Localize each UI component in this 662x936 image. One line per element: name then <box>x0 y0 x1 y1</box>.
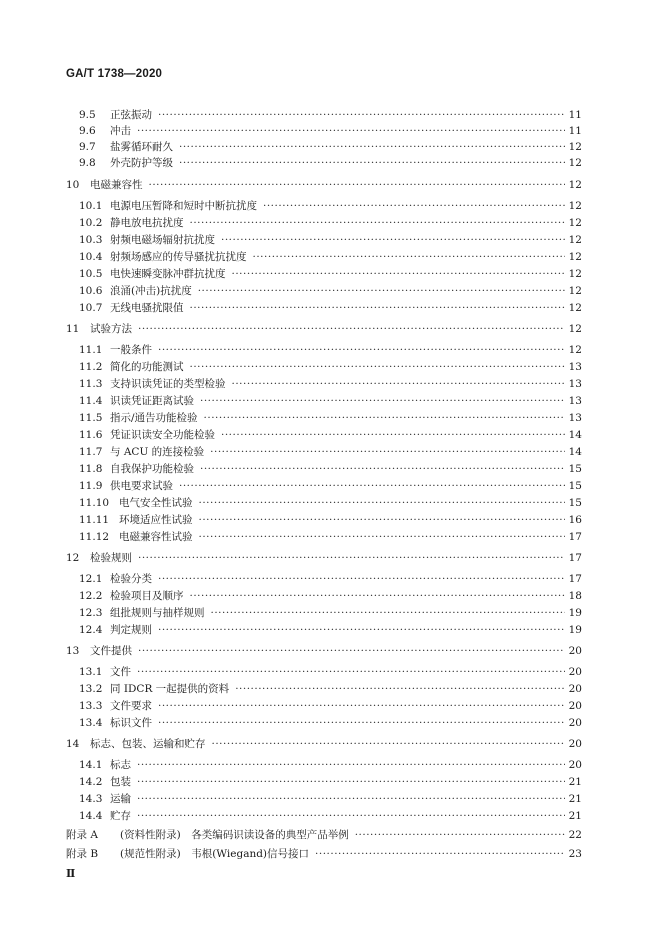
toc-entry-number: 9.5 <box>79 109 96 121</box>
toc-entry-number: 9.7 <box>79 141 96 153</box>
dot-leader <box>158 699 565 713</box>
toc-entry-page: 12 <box>568 200 582 212</box>
dot-leader <box>221 428 565 442</box>
toc-entry-title: 静电放电抗扰度 <box>110 217 184 229</box>
toc-entry-number: 11.7 <box>79 446 103 458</box>
toc-entry-title: 检验规则 <box>90 552 132 564</box>
dot-leader <box>138 644 565 658</box>
toc-entry[interactable] <box>79 513 582 527</box>
toc-entry-page: 17 <box>568 573 582 585</box>
dot-leader <box>158 572 565 586</box>
toc-entry-title: 文件提供 <box>90 645 132 657</box>
toc-entry-title: 射频场感应的传导骚扰抗扰度 <box>110 251 247 263</box>
toc-entry-page: 20 <box>568 717 582 729</box>
toc-entry-title: 与 ACU 的连接检验 <box>110 446 205 458</box>
toc-entry-title: 射频电磁场辐射抗扰度 <box>110 234 215 246</box>
toc-entry-page: 15 <box>568 480 582 492</box>
toc-entry[interactable] <box>79 156 582 170</box>
dot-leader <box>190 216 566 230</box>
toc-entry-page: 18 <box>568 590 582 602</box>
toc-entry-number: 13.3 <box>79 700 103 712</box>
toc-entry-page: 12 <box>568 217 582 229</box>
toc-entry-title: 贮存 <box>110 810 131 822</box>
toc-entry[interactable] <box>79 108 582 122</box>
dot-leader <box>190 301 566 315</box>
dot-leader <box>179 156 565 170</box>
toc-entry[interactable] <box>79 360 582 374</box>
toc-entry-title: 判定规则 <box>110 624 152 636</box>
toc-entry[interactable] <box>79 445 582 459</box>
dot-leader <box>355 828 565 842</box>
toc-entry-number: 10.4 <box>79 251 103 263</box>
toc-entry[interactable] <box>79 572 582 586</box>
dot-leader <box>190 360 566 374</box>
dot-leader <box>198 284 565 298</box>
dot-leader <box>190 589 566 603</box>
toc-entry-page: 11 <box>568 125 582 137</box>
toc-entry[interactable] <box>79 250 582 264</box>
toc-entry-title: 标志 <box>110 759 131 771</box>
toc-entry[interactable] <box>79 284 582 298</box>
toc-entry-number: 14.3 <box>79 793 103 805</box>
dot-leader <box>232 377 566 391</box>
toc-entry-number: 11.1 <box>79 344 103 356</box>
toc-entry-title: 指示/通告功能检验 <box>110 412 198 424</box>
toc-entry-number: 10.3 <box>79 234 103 246</box>
toc-entry-number: 13.1 <box>79 666 103 678</box>
toc-entry[interactable] <box>66 847 582 861</box>
toc-entry-number: 14.4 <box>79 810 103 822</box>
toc-entry[interactable] <box>79 301 582 315</box>
dot-leader <box>158 343 565 357</box>
document-code-header: GA/T 1738—2020 <box>66 68 163 80</box>
dot-leader <box>179 479 565 493</box>
toc-entry-page: 19 <box>568 624 582 636</box>
toc-entry-page: 13 <box>568 361 582 373</box>
toc-entry[interactable] <box>79 665 582 679</box>
toc-entry-title: 浪涌(冲击)抗扰度 <box>110 285 192 297</box>
toc-entry-page: 21 <box>568 810 582 822</box>
toc-entry-number: 10.6 <box>79 285 103 297</box>
toc-entry-page: 20 <box>568 666 582 678</box>
toc-entry-number: 10.2 <box>79 217 103 229</box>
toc-entry[interactable] <box>79 792 582 806</box>
toc-entry-title: 标识文件 <box>110 717 152 729</box>
toc-entry-page: 12 <box>568 285 582 297</box>
toc-entry-page: 21 <box>568 776 582 788</box>
toc-entry[interactable] <box>79 411 582 425</box>
toc-entry-number: 10 <box>66 179 80 191</box>
toc-entry-page: 12 <box>568 157 582 169</box>
dot-leader <box>235 682 565 696</box>
toc-entry-page: 15 <box>568 463 582 475</box>
toc-entry-title: 简化的功能测试 <box>110 361 184 373</box>
toc-entry[interactable] <box>79 682 582 696</box>
toc-entry-title: 电磁兼容性试验 <box>119 531 193 543</box>
toc-entry-title: 运输 <box>110 793 131 805</box>
dot-leader <box>137 758 565 772</box>
toc-entry-page: 22 <box>568 829 582 841</box>
toc-entry-page: 12 <box>568 251 582 263</box>
toc-entry-page: 15 <box>568 497 582 509</box>
toc-entry-number: 11.5 <box>79 412 103 424</box>
toc-entry-number: 11.11 <box>79 514 110 526</box>
toc-entry-page: 17 <box>568 552 582 564</box>
toc-entry-title: 一般条件 <box>110 344 152 356</box>
toc-entry[interactable] <box>79 716 582 730</box>
dot-leader <box>158 623 565 637</box>
toc-entry-page: 11 <box>568 109 582 121</box>
toc-entry[interactable] <box>79 462 582 476</box>
dot-leader <box>137 792 565 806</box>
toc-entry-number: 14 <box>66 738 80 750</box>
toc-entry-number: 11.2 <box>79 361 103 373</box>
toc-entry[interactable] <box>79 623 582 637</box>
toc-entry[interactable] <box>79 377 582 391</box>
toc-entry[interactable] <box>79 606 582 620</box>
toc-entry-page: 20 <box>568 738 582 750</box>
toc-entry[interactable] <box>79 809 582 823</box>
toc-entry-number: 13 <box>66 645 80 657</box>
toc-entry-page: 13 <box>568 412 582 424</box>
dot-leader <box>137 665 565 679</box>
page-number: Ⅱ <box>66 867 76 880</box>
dot-leader <box>212 737 566 751</box>
dot-leader <box>210 445 565 459</box>
toc-entry-page: 12 <box>568 344 582 356</box>
dot-leader <box>138 322 565 336</box>
toc-entry[interactable] <box>79 140 582 154</box>
toc-entry-page: 12 <box>568 268 582 280</box>
dot-leader <box>211 606 566 620</box>
dot-leader <box>204 411 565 425</box>
toc-entry-page: 20 <box>568 683 582 695</box>
toc-entry-title: 支持识读凭证的类型检验 <box>110 378 226 390</box>
toc-entry-title: 检验项目及顺序 <box>110 590 184 602</box>
toc-entry[interactable] <box>66 828 582 842</box>
toc-entry-title: 盐雾循环耐久 <box>110 141 173 153</box>
toc-entry-title: 凭证识读安全功能检验 <box>110 429 215 441</box>
toc-entry-title: 标志、包装、运输和贮存 <box>90 738 206 750</box>
toc-entry[interactable] <box>79 699 582 713</box>
dot-leader <box>263 199 565 213</box>
toc-entry-title: 同 IDCR 一起提供的资料 <box>110 683 230 695</box>
toc-entry-page: 12 <box>568 179 582 191</box>
toc-entry-page: 13 <box>568 378 582 390</box>
toc-entry-number: 11 <box>66 323 80 335</box>
toc-entry-page: 14 <box>568 446 582 458</box>
toc-entry-page: 23 <box>568 848 582 860</box>
toc-entry-number: 12.4 <box>79 624 103 636</box>
toc-entry[interactable] <box>79 758 582 772</box>
toc-entry-title: 供电要求试验 <box>110 480 173 492</box>
toc-entry-title: 电源电压暂降和短时中断抗扰度 <box>110 200 257 212</box>
toc-entry-page: 17 <box>568 531 582 543</box>
toc-entry-number: 10.1 <box>79 200 103 212</box>
toc-entry-title: 自我保护功能检验 <box>110 463 194 475</box>
toc-entry[interactable] <box>79 343 582 357</box>
toc-entry-page: 13 <box>568 395 582 407</box>
toc-entry-page: 12 <box>568 141 582 153</box>
dot-leader <box>221 233 565 247</box>
toc-entry[interactable] <box>79 233 582 247</box>
toc-entry[interactable] <box>66 737 582 751</box>
toc-entry[interactable] <box>79 496 582 510</box>
toc-entry-title: 正弦振动 <box>110 109 152 121</box>
dot-leader <box>199 496 566 510</box>
toc-entry-page: 20 <box>568 645 582 657</box>
toc-entry-number: 14.2 <box>79 776 103 788</box>
toc-entry[interactable] <box>79 199 582 213</box>
toc-entry-number: 9.6 <box>79 125 96 137</box>
toc-entry-page: 21 <box>568 793 582 805</box>
toc-entry-title: 试验方法 <box>90 323 132 335</box>
toc-entry-number: 13.4 <box>79 717 103 729</box>
toc-entry-title: 外壳防护等级 <box>110 157 173 169</box>
toc-entry-title: 无线电骚扰限值 <box>110 302 184 314</box>
toc-entry-page: 20 <box>568 759 582 771</box>
toc-entry[interactable] <box>79 479 582 493</box>
dot-leader <box>200 462 565 476</box>
toc-entry-title: 电快速瞬变脉冲群抗扰度 <box>110 268 226 280</box>
toc-entry-title: 组批规则与抽样规则 <box>110 607 205 619</box>
toc-entry-title: 冲击 <box>110 125 131 137</box>
toc-entry-number: 11.4 <box>79 395 103 407</box>
toc-entry[interactable] <box>79 530 582 544</box>
toc-entry[interactable] <box>66 644 582 658</box>
toc-entry-page: 16 <box>568 514 582 526</box>
dot-leader <box>315 847 565 861</box>
dot-leader <box>137 809 565 823</box>
toc-entry-page: 20 <box>568 700 582 712</box>
toc-entry-title: 识读凭证距离试验 <box>110 395 194 407</box>
dot-leader <box>138 551 565 565</box>
dot-leader <box>200 394 565 408</box>
toc-entry[interactable] <box>79 124 582 138</box>
dot-leader <box>253 250 566 264</box>
toc-entry-title: 电气安全性试验 <box>119 497 193 509</box>
toc-entry-number: 9.8 <box>79 157 96 169</box>
toc-entry-number: 12 <box>66 552 80 564</box>
toc-entry[interactable] <box>66 322 582 336</box>
toc-entry-number: 12.3 <box>79 607 103 619</box>
toc-entry-number: 10.7 <box>79 302 103 314</box>
toc-entry-number: 13.2 <box>79 683 103 695</box>
dot-leader <box>179 140 565 154</box>
toc-entry-title: 文件 <box>110 666 131 678</box>
toc-entry-title: 环境适应性试验 <box>119 514 193 526</box>
toc-entry-number: 11.10 <box>79 497 110 509</box>
toc-entry[interactable] <box>79 394 582 408</box>
dot-leader <box>137 124 565 138</box>
toc-entry[interactable] <box>79 216 582 230</box>
dot-leader <box>137 775 565 789</box>
toc-entry[interactable] <box>79 589 582 603</box>
toc-entry-number: 11.12 <box>79 531 110 543</box>
toc-entry[interactable] <box>79 775 582 789</box>
toc-entry-number: 11.8 <box>79 463 103 475</box>
toc-entry-number: 附录 B <box>66 848 99 860</box>
toc-entry-number: 10.5 <box>79 268 103 280</box>
toc-entry[interactable] <box>79 267 582 281</box>
toc-entry-page: 12 <box>568 323 582 335</box>
dot-leader <box>149 178 566 192</box>
dot-leader <box>199 513 566 527</box>
toc-entry-number: 11.6 <box>79 429 103 441</box>
toc-entry-number: 11.9 <box>79 480 103 492</box>
toc-entry-number: 14.1 <box>79 759 103 771</box>
toc-entry[interactable] <box>79 428 582 442</box>
toc-entry-number: 附录 A <box>66 829 98 841</box>
toc-entry-title: 电磁兼容性 <box>90 179 143 191</box>
dot-leader <box>199 530 566 544</box>
dot-leader <box>158 108 565 122</box>
toc-entry-page: 12 <box>568 302 582 314</box>
toc-entry-title: 文件要求 <box>110 700 152 712</box>
toc-entry-page: 12 <box>568 234 582 246</box>
toc-entry-title: (规范性附录) 韦根(Wiegand)信号接口 <box>120 848 310 860</box>
toc-entry[interactable] <box>66 178 582 192</box>
dot-leader <box>232 267 566 281</box>
toc-entry-number: 11.3 <box>79 378 103 390</box>
toc-entry-page: 19 <box>568 607 582 619</box>
toc-entry-page: 14 <box>568 429 582 441</box>
toc-entry-title: 检验分类 <box>110 573 152 585</box>
toc-entry-number: 12.1 <box>79 573 103 585</box>
toc-entry[interactable] <box>66 551 582 565</box>
toc-entry-number: 12.2 <box>79 590 103 602</box>
toc-entry-title: (资料性附录) 各类编码识读设备的典型产品举例 <box>120 829 349 841</box>
toc-entry-title: 包装 <box>110 776 131 788</box>
dot-leader <box>158 716 565 730</box>
